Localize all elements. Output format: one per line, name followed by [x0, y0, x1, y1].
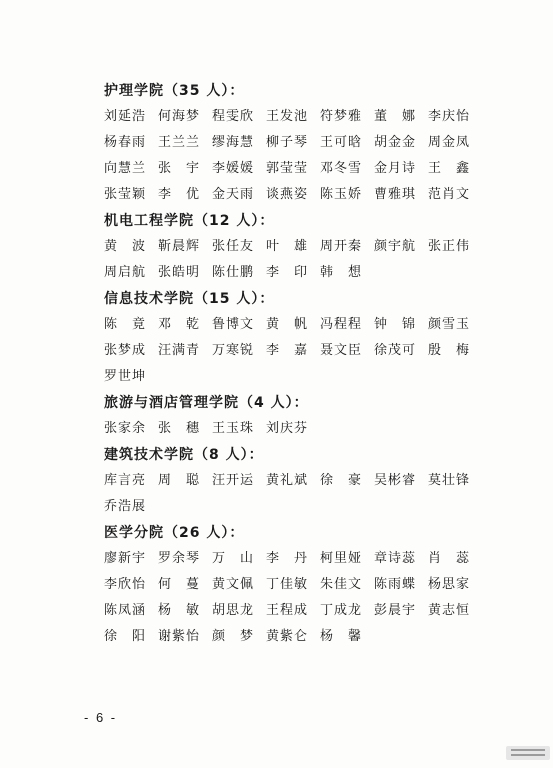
- student-name: 丁成龙: [320, 603, 363, 618]
- student-name: 冯程程: [320, 317, 363, 332]
- student-name: 章诗蕊: [374, 551, 417, 566]
- student-name: 徐 豪: [320, 473, 363, 488]
- student-name: 汪开运: [212, 473, 255, 488]
- student-name: 叶 雄: [266, 239, 309, 254]
- student-name: 张家余: [104, 421, 147, 436]
- student-name: 韩 想: [320, 265, 363, 280]
- student-name: 黄文佩: [212, 577, 255, 592]
- college-heading: 医学分院（26 人）：: [104, 525, 245, 541]
- student-name: 丁佳敏: [266, 577, 309, 592]
- student-name: 陈仕鹏: [212, 265, 255, 280]
- student-name: 杨春雨: [104, 135, 147, 150]
- student-name: 张正伟: [428, 239, 471, 254]
- student-name: 程雯欣: [212, 109, 255, 124]
- student-name: 张 穗: [158, 421, 201, 436]
- student-name: 谢紫怡: [158, 629, 201, 644]
- name-list: [104, 416, 524, 442]
- student-name: 王发池: [266, 109, 309, 124]
- student-name: 李 优: [158, 187, 201, 202]
- student-name: 李媛媛: [212, 161, 255, 176]
- student-name: 李庆怡: [428, 109, 471, 124]
- student-name: 肖 蕊: [428, 551, 471, 566]
- name-list: [104, 546, 524, 650]
- student-name: 李 印: [266, 265, 309, 280]
- college-section: [104, 78, 524, 208]
- student-name: 刘庆芬: [266, 421, 309, 436]
- student-name: 金月诗: [374, 161, 417, 176]
- student-name: 邓冬雪: [320, 161, 363, 176]
- student-name: 廖新宇: [104, 551, 147, 566]
- student-name: 胡金金: [374, 135, 417, 150]
- student-name: 汪满青: [158, 343, 201, 358]
- student-name: 黄志恒: [428, 603, 471, 618]
- student-name: 董 娜: [374, 109, 417, 124]
- student-name: 杨 敏: [158, 603, 201, 618]
- student-name: 黄礼斌: [266, 473, 309, 488]
- student-name: 张莹颖: [104, 187, 147, 202]
- student-name: 周启航: [104, 265, 147, 280]
- student-name: 谈燕姿: [266, 187, 309, 202]
- student-name: 鲁博文: [212, 317, 255, 332]
- student-name: 王兰兰: [158, 135, 201, 150]
- student-name: 张皓明: [158, 265, 201, 280]
- student-name: 何 蔓: [158, 577, 201, 592]
- college-heading: 信息技术学院（15 人）：: [104, 291, 275, 307]
- student-name: 范肖文: [428, 187, 471, 202]
- student-name: 缪海慧: [212, 135, 255, 150]
- student-name: 张梦成: [104, 343, 147, 358]
- student-name: 陈玉娇: [320, 187, 363, 202]
- student-name: 向慧兰: [104, 161, 147, 176]
- student-name: 黄 帆: [266, 317, 309, 332]
- student-name: 黄紫仑: [266, 629, 309, 644]
- student-name: 朱佳文: [320, 577, 363, 592]
- student-name: 金天雨: [212, 187, 255, 202]
- student-name: 罗世坤: [104, 369, 147, 384]
- college-section: [104, 442, 524, 520]
- name-list: [104, 104, 524, 208]
- college-heading: 机电工程学院（12 人）：: [104, 213, 275, 229]
- honor-list: [104, 78, 524, 650]
- student-name: 周 聪: [158, 473, 201, 488]
- student-name: 曹雅琪: [374, 187, 417, 202]
- student-name: 王可晗: [320, 135, 363, 150]
- student-name: 李 丹: [266, 551, 309, 566]
- page-number: - 6 -: [84, 710, 118, 725]
- student-name: 陈 竟: [104, 317, 147, 332]
- student-name: 何海梦: [158, 109, 201, 124]
- college-heading: 建筑技术学院（8 人）：: [104, 447, 264, 463]
- student-name: 张 宇: [158, 161, 201, 176]
- student-name: 张任友: [212, 239, 255, 254]
- student-name: 吴彬睿: [374, 473, 417, 488]
- student-name: 陈雨蝶: [374, 577, 417, 592]
- student-name: 靳晨辉: [158, 239, 201, 254]
- student-name: 王 鑫: [428, 161, 471, 176]
- student-name: 万寒锐: [212, 343, 255, 358]
- student-name: 颜雪玉: [428, 317, 471, 332]
- student-name: 殷 梅: [428, 343, 471, 358]
- college-section: [104, 286, 524, 390]
- college-heading: 护理学院（35 人）：: [104, 83, 245, 99]
- name-list: [104, 312, 524, 390]
- student-name: 柯里娅: [320, 551, 363, 566]
- student-name: 库言亮: [104, 473, 147, 488]
- student-name: 王程成: [266, 603, 309, 618]
- student-name: 徐茂可: [374, 343, 417, 358]
- student-name: 聂文臣: [320, 343, 363, 358]
- student-name: 莫壮锋: [428, 473, 471, 488]
- student-name: 周金凤: [428, 135, 471, 150]
- student-name: 王玉珠: [212, 421, 255, 436]
- student-name: 彭晨宇: [374, 603, 417, 618]
- student-name: 乔浩展: [104, 499, 147, 514]
- student-name: 徐 阳: [104, 629, 147, 644]
- college-section: [104, 208, 524, 286]
- student-name: 颜 梦: [212, 629, 255, 644]
- student-name: 杨思家: [428, 577, 471, 592]
- student-name: 颜宇航: [374, 239, 417, 254]
- student-name: 黄 波: [104, 239, 147, 254]
- corner-stamp: [506, 746, 550, 760]
- student-name: 钟 锦: [374, 317, 417, 332]
- student-name: 符梦雅: [320, 109, 363, 124]
- college-section: [104, 390, 524, 442]
- student-name: 罗余琴: [158, 551, 201, 566]
- student-name: 杨 馨: [320, 629, 363, 644]
- student-name: 刘延浩: [104, 109, 147, 124]
- student-name: 郭莹莹: [266, 161, 309, 176]
- student-name: 周开秦: [320, 239, 363, 254]
- student-name: 李 嘉: [266, 343, 309, 358]
- student-name: 邓 乾: [158, 317, 201, 332]
- college-section: [104, 520, 524, 650]
- student-name: 柳子琴: [266, 135, 309, 150]
- student-name: 李欣怡: [104, 577, 147, 592]
- name-list: [104, 468, 524, 520]
- student-name: 胡思龙: [212, 603, 255, 618]
- student-name: 陈凤涵: [104, 603, 147, 618]
- name-list: [104, 234, 524, 286]
- college-heading: 旅游与酒店管理学院（4 人）：: [104, 395, 309, 411]
- student-name: 万 山: [212, 551, 255, 566]
